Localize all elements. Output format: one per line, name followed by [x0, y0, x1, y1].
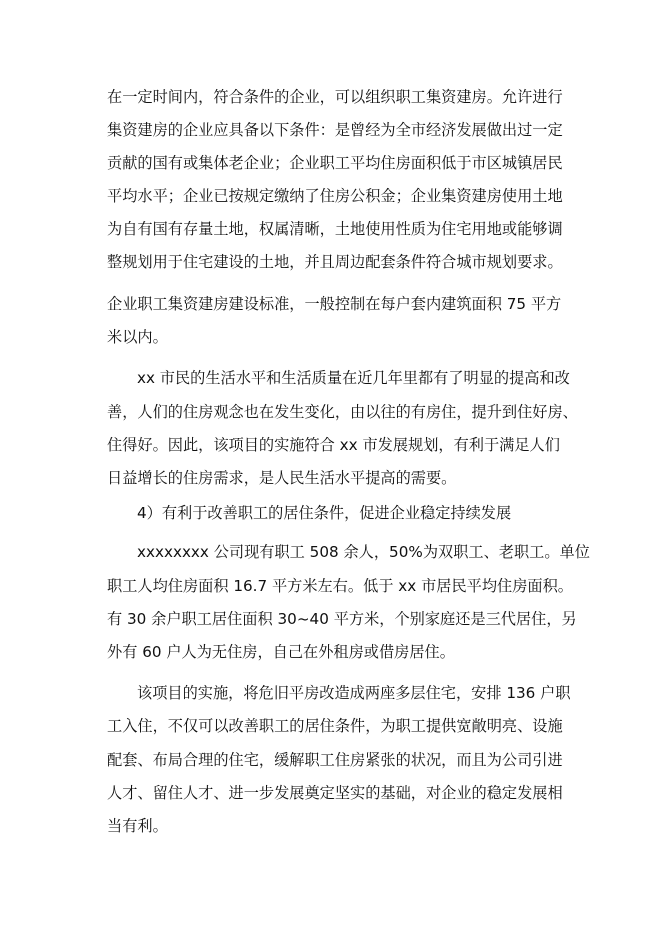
paragraph-4-line-2: 工入住，不仅可以改善职工的居住条件，为职工提供宽敞明亮、设施: [107, 717, 563, 735]
paragraph-1-line-1: 在一定时间内，符合条件的企业，可以组织职工集资建房。允许进行: [107, 88, 563, 106]
paragraph-1-line-4: 平均水平；企业已按规定缴纳了住房公积金；企业集资建房使用土地: [107, 187, 563, 205]
paragraph-2-line-3: 住得好。因此，该项目的实施符合 xx 市发展规划，有利于满足人们: [107, 436, 560, 454]
paragraph-3-line-3: 有 30 余户职工居住面积 30~40 平方米，个别家庭还是三代居住，另: [107, 610, 577, 628]
paragraph-4-line-3: 配套、布局合理的住宅，缓解职工住房紧张的状况，而且为公司引进: [107, 751, 563, 769]
paragraph-3-line-2: 职工人均住房面积 16.7 平方米左右。低于 xx 市居民平均住房面积。: [107, 577, 573, 595]
paragraph-3-line-4: 外有 60 户人为无住房，自己在外租房或借房居住。: [107, 643, 455, 661]
paragraph-1-line-6: 整规划用于住宅建设的土地，并且周边配套条件符合城市规划要求。: [107, 253, 563, 271]
paragraph-1-line-8: 米以内。: [107, 328, 168, 346]
paragraph-4-line-4: 人才、留住人才、进一步发展奠定坚实的基础，对企业的稳定发展相: [107, 784, 563, 802]
paragraph-1-line-2: 集资建房的企业应具备以下条件：是曾经为全市经济发展做出过一定: [107, 121, 563, 139]
paragraph-2-line-1: xx 市民的生活水平和生活质量在近几年里都有了明显的提高和改: [137, 369, 570, 387]
paragraph-1-line-7: 企业职工集资建房建设标准，一般控制在每户套内建筑面积 75 平方: [107, 295, 562, 313]
paragraph-1-line-5: 为自有国有存量土地，权属清晰，土地使用性质为住宅用地或能够调: [107, 220, 563, 238]
paragraph-2-line-4: 日益增长的住房需求，是人民生活水平提高的需要。: [107, 469, 457, 487]
paragraph-3-line-1: xxxxxxxx 公司现有职工 508 余人，50%为双职工、老职工。单位: [137, 543, 590, 561]
paragraph-4-line-1: 该项目的实施，将危旧平房改造成两座多层住宅，安排 136 户职: [137, 684, 571, 702]
section-heading-4: 4）有利于改善职工的居住条件，促进企业稳定持续发展: [137, 504, 512, 522]
paragraph-2-line-2: 善，人们的住房观念也在发生变化，由以往的有房住，提升到住好房、: [107, 403, 578, 421]
paragraph-4-line-5: 当有利。: [107, 817, 168, 835]
paragraph-1-line-3: 贡献的国有或集体老企业；企业职工平均住房面积低于市区城镇居民: [107, 154, 563, 172]
